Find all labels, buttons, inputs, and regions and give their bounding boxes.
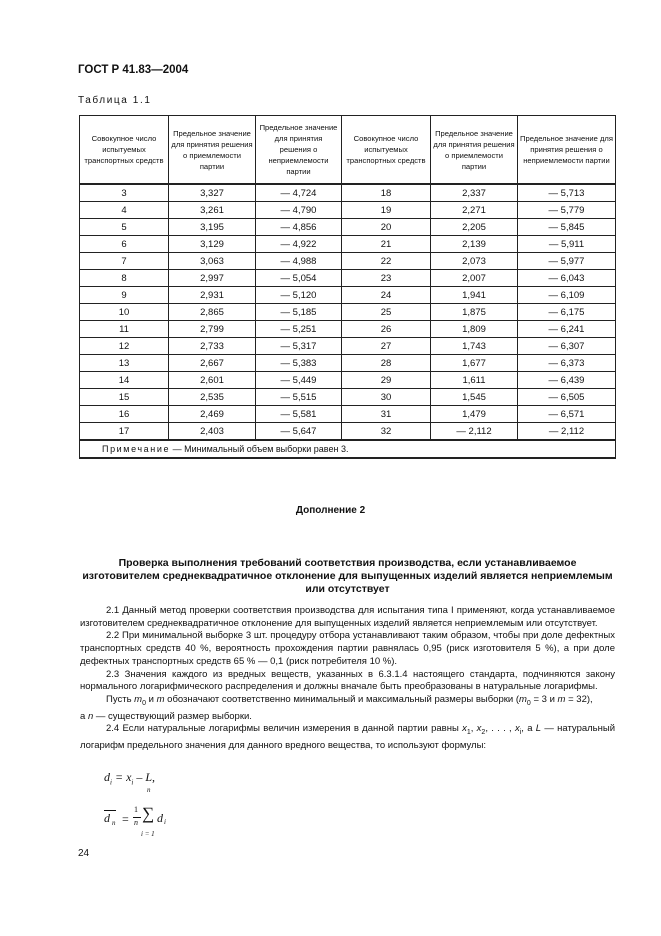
table-header-row [80,116,616,185]
table-cell: 24 [342,287,431,304]
table-cell: — 5,449 [256,372,342,389]
table-cell: 3,129 [169,236,256,253]
column-header: Предельное значение для принятия решения о неприемлемости партии [256,116,342,185]
table-cell: 2,469 [169,406,256,423]
table-cell: 1,875 [431,304,518,321]
table-cell: 1,743 [431,338,518,355]
table-cell: — 4,922 [256,236,342,253]
table-row [80,219,616,236]
note-label: Примечание [102,443,171,454]
table-note [80,440,616,458]
paragraph-2-4: 2.4 Если натуральные логарифмы величин измерения в данной партии равны $x_1$, $x_2$, . . . , $x_i$, а L — натуральный логарифм предельного значения для данного вредного вещества, то используют формулы: [80,723,616,751]
table-cell: 1,941 [431,287,518,304]
table-cell: 1,611 [431,372,518,389]
column-header: Совокупное число испытуемых транспортных средств [80,116,169,185]
table-cell: — 5,845 [518,219,616,236]
table-cell: 6 [80,236,169,253]
table-cell: 13 [80,355,169,372]
table-cell: — 5,581 [256,406,342,423]
table-cell: 10 [80,304,169,321]
table-cell: — 6,505 [518,389,616,406]
table-cell: 2,007 [431,270,518,287]
table-cell: 21 [342,236,431,253]
table-cell: 3,063 [169,253,256,270]
paragraph-2-3: 2.3 Значения каждого из вредных веществ, указанных в 6.3.1.4 настоящего стандарта, подчиняются закону нормального логарифмического распределения и должны вначале быть преобразованы в натуральные логарифмы. [80,668,615,693]
table-cell: — 4,790 [256,202,342,219]
limits-table [79,115,616,459]
table-cell: 18 [342,184,431,202]
table-cell: 12 [80,338,169,355]
table-cell: — 5,317 [256,338,342,355]
table-row [80,304,616,321]
table-body [80,184,616,440]
table-cell: — 5,120 [256,287,342,304]
table-cell: 1,809 [431,321,518,338]
table-row [80,372,616,389]
column-header: Предельное значение для принятия решения о приемлемости партии [169,116,256,185]
table-cell: — 6,373 [518,355,616,372]
table-cell: 2,535 [169,389,256,406]
table-cell: 9 [80,287,169,304]
table-cell: 2,931 [169,287,256,304]
table-cell: 2,733 [169,338,256,355]
table-cell: — 6,043 [518,270,616,287]
table-cell: — 4,856 [256,219,342,236]
table-cell: — 5,779 [518,202,616,219]
table-cell: 32 [342,423,431,441]
table-cell: — 6,109 [518,287,616,304]
table-cell: 3 [80,184,169,202]
table-cell: 2,271 [431,202,518,219]
table-cell: 3,195 [169,219,256,236]
table-cell: 7 [80,253,169,270]
paragraph-2-1: 2.1 Данный метод проверки соответствия производства для испытания типа I применяют, когда устанавливаемое изготовителем среднеквадратичное отклонение для выпущенных изделий является неприемлемым или отсутствует. [80,605,615,629]
table-cell: — 5,185 [256,304,342,321]
body-text [80,605,615,753]
table-cell: 2,205 [431,219,518,236]
table-cell: — 2,112 [518,423,616,441]
table-cell: 25 [342,304,431,321]
table-cell: — 5,054 [256,270,342,287]
table-cell: 29 [342,372,431,389]
table-cell: 2,865 [169,304,256,321]
table-cell: 31 [342,406,431,423]
table-cell: — 4,988 [256,253,342,270]
column-header: Предельное значение для принятия решения о приемлемости партии [431,116,518,185]
table-cell: 1,545 [431,389,518,406]
column-header: Предельное значение для принятия решения о неприемлемости партии [518,116,616,185]
table-cell: 26 [342,321,431,338]
table-cell: 14 [80,372,169,389]
table-row [80,270,616,287]
table-cell: 2,403 [169,423,256,441]
table-cell: 2,997 [169,270,256,287]
page-header: ГОСТ Р 41.83—2004 [78,64,189,76]
table-cell: 28 [342,355,431,372]
section-title: Дополнение 2 [295,505,366,516]
table-row [80,253,616,270]
table-cell: — 2,112 [431,423,518,441]
table-cell: — 5,251 [256,321,342,338]
table-cell: 30 [342,389,431,406]
table-cell: — 5,911 [518,236,616,253]
table-cell: 17 [80,423,169,441]
table-cell: — 6,439 [518,372,616,389]
table-cell: 3,327 [169,184,256,202]
table-caption: Таблица 1.1 [78,95,152,106]
paragraph-sample-sizes: Пусть $m_0$ и m обозначают соответственно минимальный и максимальный размеры выборки ($m_0 = 3$ и m = 32), [106,693,593,707]
table-cell: — 6,571 [518,406,616,423]
table-cell: — 6,307 [518,338,616,355]
table-row [80,321,616,338]
table-cell: 2,073 [431,253,518,270]
table-cell: 3,261 [169,202,256,219]
table-cell: 22 [342,253,431,270]
table-row [80,389,616,406]
table-cell: 8 [80,270,169,287]
column-header: Совокупное число испытуемых транспортных средств [342,116,431,185]
table-cell: — 5,713 [518,184,616,202]
table-cell: 11 [80,321,169,338]
table-row [80,202,616,219]
table-cell: 5 [80,219,169,236]
table-cell: — 5,647 [256,423,342,441]
table-note-row [80,440,616,458]
table-cell: — 6,175 [518,304,616,321]
paragraph-sample-n: а n — существующий размер выборки. [80,710,252,722]
table-row [80,184,616,202]
paragraph-2-2: 2.2 При минимальной выборке 3 шт. процедуру отбора устанавливают таким образом, чтобы при доле дефектных транспортных средств 40 %, вероятность прохождения партии равнялась 0,95 (риск изготовителя 5 %), а при доле дефектных транспортных средств 65 % — 0,1 (риск потребителя 10 %). [80,630,615,667]
table-row [80,406,616,423]
table-cell: 19 [342,202,431,219]
table-cell: 2,337 [431,184,518,202]
table-cell: 2,667 [169,355,256,372]
table-row [80,338,616,355]
table-cell: 2,139 [431,236,518,253]
table-cell: 2,601 [169,372,256,389]
table-cell: 1,677 [431,355,518,372]
table-cell: 27 [342,338,431,355]
formula-mean-d: d n = 1 n n ∑ i = 1 d i [104,786,166,838]
page-number: 24 [78,848,90,859]
table-cell: 20 [342,219,431,236]
table-cell: — 6,241 [518,321,616,338]
note-text: — Минимальный объем выборки равен 3. [170,443,349,454]
formula-di: $d_i = x_i - L$, [104,770,156,787]
section-heading: Проверка выполнения требований соответствия производства, если устанавливаемое изготовителем среднеквадратичное отклонение для выпущенных изделий является неприемлемым или отсутствует [82,557,613,595]
table-row [80,423,616,441]
table-row [80,355,616,372]
table-row [80,287,616,304]
table-cell: — 5,383 [256,355,342,372]
table-cell: 16 [80,406,169,423]
table-cell: — 4,724 [256,184,342,202]
table-cell: — 5,977 [518,253,616,270]
table-cell: 15 [80,389,169,406]
table-cell: — 5,515 [256,389,342,406]
table-row [80,236,616,253]
table-cell: 1,479 [431,406,518,423]
table-cell: 23 [342,270,431,287]
table-cell: 2,799 [169,321,256,338]
table-cell: 4 [80,202,169,219]
